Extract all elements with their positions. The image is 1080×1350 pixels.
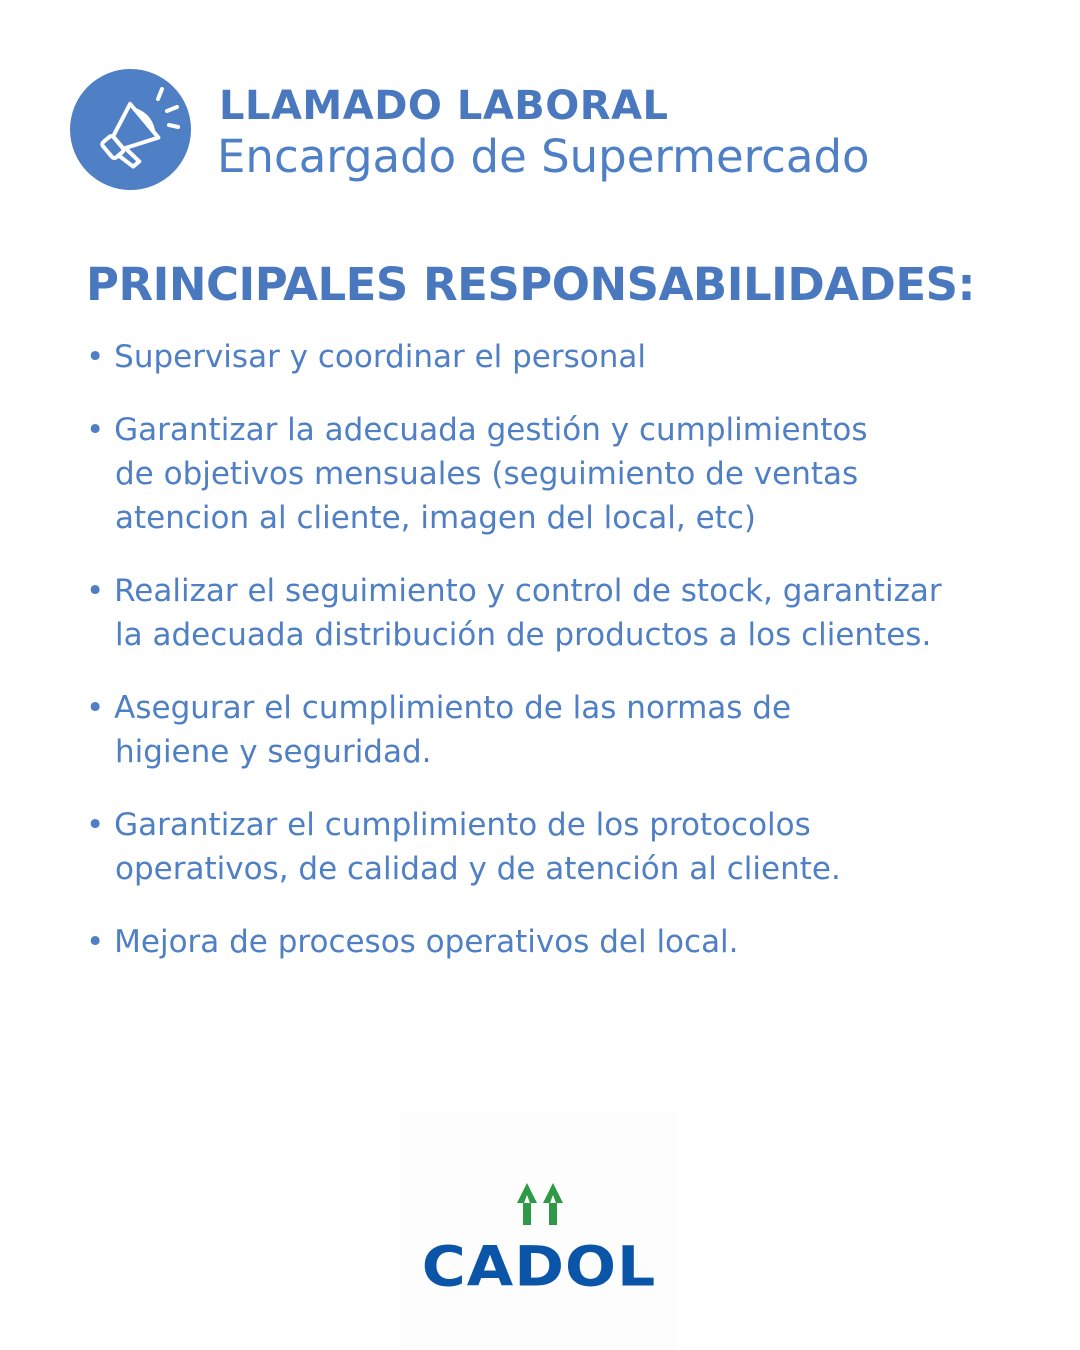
responsibilities-list	[86, 335, 1046, 993]
list-item	[86, 335, 1046, 379]
list-item-line: • Supervisar y coordinar el personal	[86, 339, 646, 375]
megaphone-icon	[70, 69, 191, 190]
list-item-line: • Garantizar la adecuada gestión y cumplimientos	[86, 412, 868, 448]
list-item-line: higiene y seguridad.	[115, 734, 432, 770]
list-item-line: de objetivos mensuales (seguimiento de ventas	[115, 456, 859, 492]
list-item	[86, 686, 1046, 774]
list-item-line: la adecuada distribución de productos a los clientes.	[115, 617, 932, 653]
company-logo	[400, 1112, 678, 1350]
list-item-line: • Mejora de procesos operativos del local.	[86, 924, 739, 960]
company-logo-text: CADOL	[421, 1234, 657, 1300]
list-item	[86, 920, 1046, 964]
list-item-line: • Garantizar el cumplimiento de los protocolos	[86, 807, 811, 843]
list-item-line: atencion al cliente, imagen del local, etc)	[115, 500, 756, 536]
list-item	[86, 408, 1046, 540]
list-item-line: • Asegurar el cumplimiento de las normas de	[86, 690, 792, 726]
twin-trees-icon	[515, 1183, 565, 1231]
list-item	[86, 569, 1046, 657]
job-call-title: LLAMADO LABORAL	[219, 83, 669, 129]
list-item-line: operativos, de calidad y de atención al cliente.	[115, 851, 841, 887]
job-position-subtitle: Encargado de Supermercado	[217, 130, 870, 183]
list-item	[86, 803, 1046, 891]
list-item-line: • Realizar el seguimiento y control de stock, garantizar	[86, 573, 942, 609]
responsibilities-heading: PRINCIPALES RESPONSABILIDADES:	[86, 258, 976, 311]
